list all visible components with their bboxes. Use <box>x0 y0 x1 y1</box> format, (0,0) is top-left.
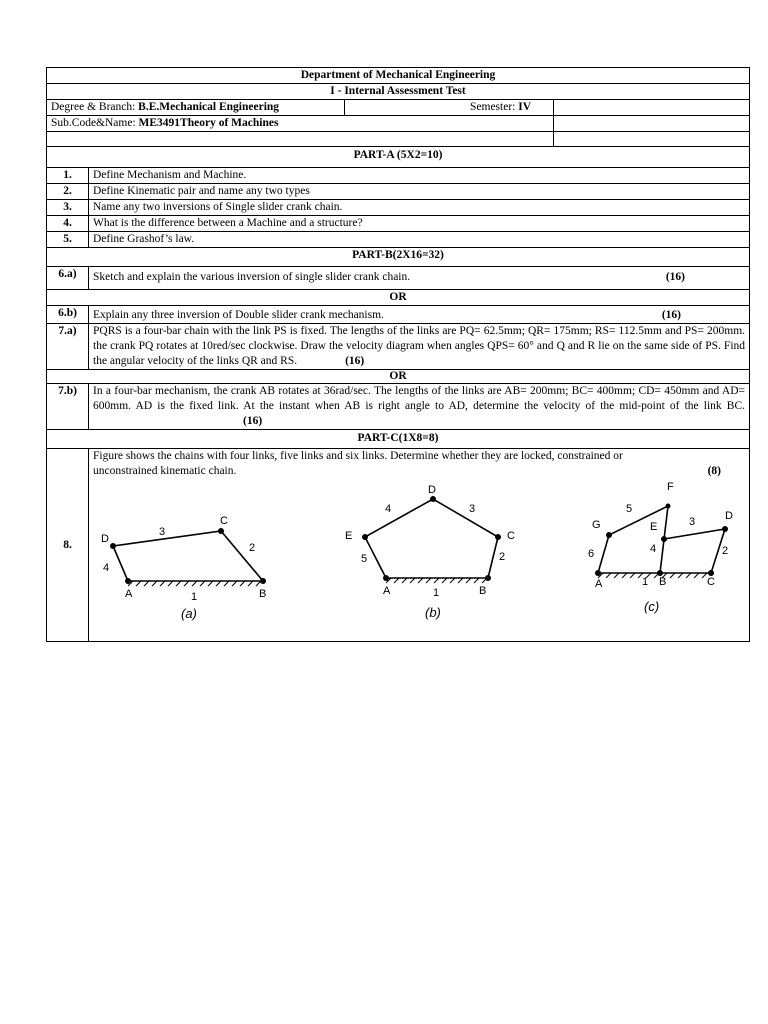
caption-b: (b) <box>425 605 441 620</box>
question-text: Define Mechanism and Machine. <box>89 168 750 184</box>
test-title: I - Internal Assessment Test <box>47 84 750 100</box>
label-a-A: A <box>125 588 133 600</box>
caption-a: (a) <box>181 606 197 621</box>
question-text: Define Grashof’s law. <box>89 232 750 248</box>
question-number: 7.a) <box>47 324 89 370</box>
header-blank-cell <box>554 116 750 132</box>
label-a-B: B <box>259 588 267 600</box>
label-c-A: A <box>595 578 603 590</box>
marks: (16) <box>661 309 682 321</box>
question-number: 4. <box>47 216 89 232</box>
question-number: 5. <box>47 232 89 248</box>
semester: Semester: IV <box>345 100 554 116</box>
label-a-4: 4 <box>103 562 110 574</box>
blank-row <box>554 132 750 147</box>
label-c-2: 2 <box>722 545 729 557</box>
chain-a-links <box>113 531 263 581</box>
question-number: 6.b) <box>47 306 89 324</box>
subject: Sub.Code&Name: ME3491Theory of Machines <box>47 116 554 132</box>
label-b-C: C <box>507 530 515 542</box>
blank-row <box>47 132 554 147</box>
caption-c: (c) <box>644 599 660 614</box>
question-text: PQRS is a four-bar chain with the link PS is fixed. The lengths of the links are PQ= 62.5mm; QR= 175mm; RS= 112.5mm and PS= 200mm. the crank PQ rotates at 10red/sec clockwise. Draw the velocity diagram when angles QPS= 60° and Q and R lie on the same side of PS. Find the angular velocity of the links QR and RS. (16) <box>89 324 750 370</box>
question-text: In a four-bar mechanism, the crank AB rotates at 36rad/sec. The lengths of the links are AB= 200mm; BC= 400mm; CD= 450mm and AD= 600mm. AD is the fixed link. At the instant when AB is right angle to AD, determine the velocity of the mid-point of the link BC.(16) <box>89 384 750 430</box>
label-b-1: 1 <box>433 587 440 599</box>
question-number: 7.b) <box>47 384 89 430</box>
part-a-title: PART-A (5X2=10) <box>47 147 750 168</box>
header-blank-cell <box>554 100 750 116</box>
or-separator: OR <box>47 290 750 306</box>
chain-c-links-left <box>598 506 668 573</box>
department-title: Department of Mechanical Engineering <box>47 68 750 84</box>
degree-branch: Degree & Branch: B.E.Mechanical Engineering <box>47 100 345 116</box>
label-a-C: C <box>220 515 228 527</box>
label-a-3: 3 <box>159 526 166 538</box>
question-paper <box>46 67 750 642</box>
label-b-3: 3 <box>469 503 476 515</box>
label-b-D: D <box>428 484 436 496</box>
label-c-G: G <box>592 519 601 531</box>
label-b-A: A <box>383 585 391 597</box>
label-b-B: B <box>479 585 487 597</box>
marks: (16) <box>665 271 686 283</box>
or-separator: OR <box>47 370 750 384</box>
question-text: Define Kinematic pair and name any two types <box>89 184 750 200</box>
label-c-6: 6 <box>588 548 595 560</box>
label-b-E: E <box>345 530 353 542</box>
label-b-5: 5 <box>361 553 368 565</box>
label-a-D: D <box>101 533 109 545</box>
chain-c-links-right <box>664 529 725 573</box>
label-c-4: 4 <box>650 543 657 555</box>
label-a-2: 2 <box>249 542 256 554</box>
question-text: What is the difference between a Machine and a structure? <box>89 216 750 232</box>
label-c-F: F <box>667 481 674 493</box>
kinematic-chains-figure <box>93 479 743 639</box>
label-c-D: D <box>725 510 733 522</box>
label-c-B: B <box>659 576 667 588</box>
marks: (16) <box>243 415 263 427</box>
question-number: 8. <box>47 449 89 642</box>
part-c-title: PART-C(1X8=8) <box>47 430 750 449</box>
question-text: Sketch and explain the various inversion of single slider crank chain. (16) <box>89 267 750 290</box>
question-text: Name any two inversions of Single slider crank chain. <box>89 200 750 216</box>
label-b-4: 4 <box>385 503 392 515</box>
question-text: Figure shows the chains with four links, five links and six links. Determine whether they are locked, constrained or unconstrained kinematic chain. (8) <box>93 450 722 477</box>
label-b-2: 2 <box>499 551 506 563</box>
question-text: Explain any three inversion of Double slider crank mechanism. (16) <box>89 306 750 324</box>
marks: (16) <box>345 355 365 367</box>
marks: (8) <box>707 465 722 477</box>
label-c-3: 3 <box>689 516 696 528</box>
label-c-5: 5 <box>626 503 633 515</box>
part-b-title: PART-B(2X16=32) <box>47 248 750 267</box>
label-c-1: 1 <box>642 576 649 588</box>
question-number: 2. <box>47 184 89 200</box>
question-number: 6.a) <box>47 267 89 290</box>
question-number: 3. <box>47 200 89 216</box>
question-number: 1. <box>47 168 89 184</box>
label-c-E: E <box>650 521 658 533</box>
question-figure-cell <box>89 449 750 642</box>
label-a-1: 1 <box>191 591 198 603</box>
label-c-C: C <box>707 576 715 588</box>
